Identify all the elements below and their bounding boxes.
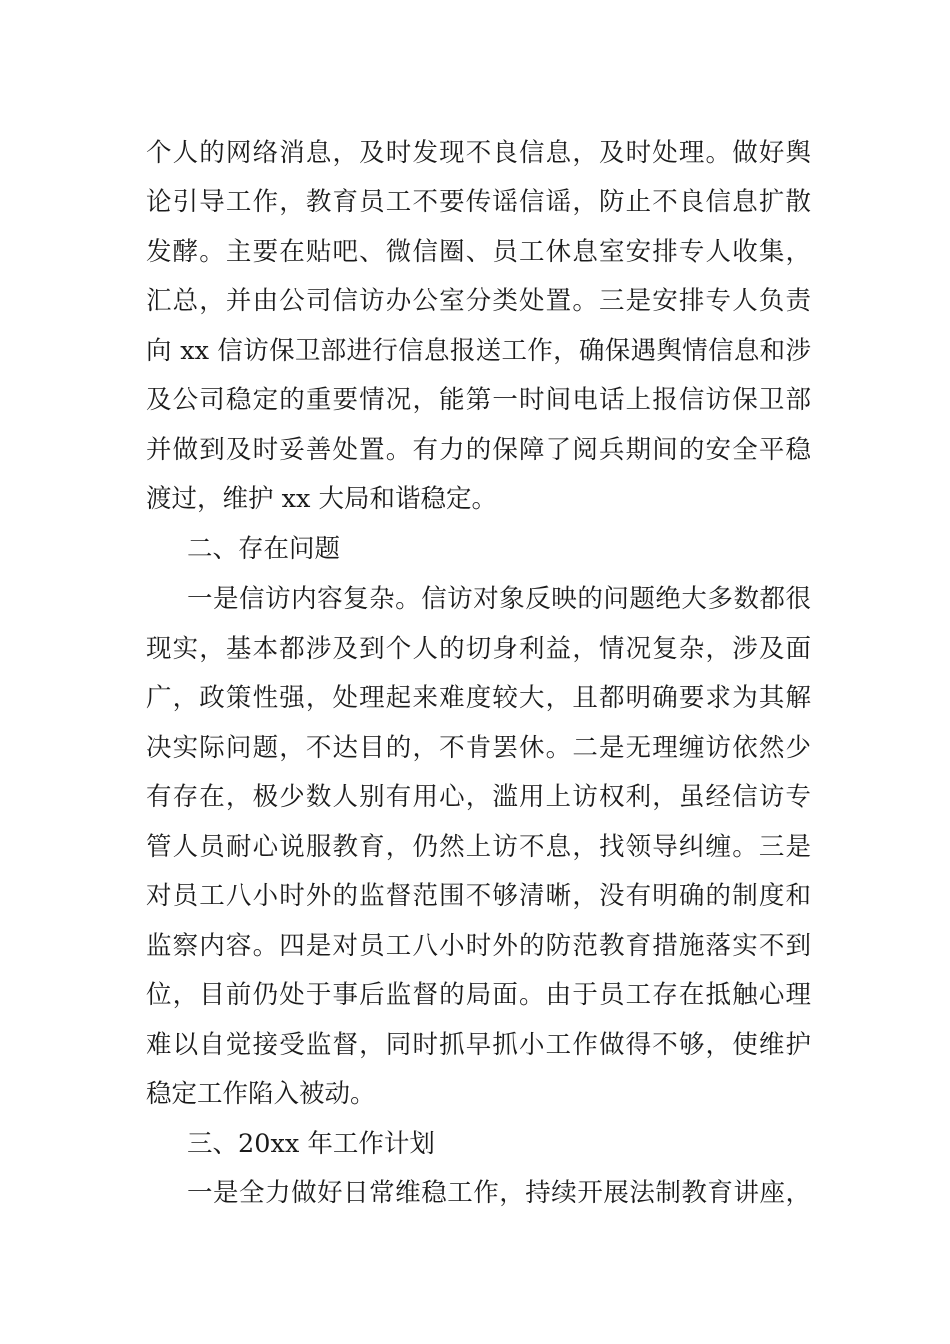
paragraph-line: 难以自觉接受监督，同时抓早抓小工作做得不够，使维护 xyxy=(146,1030,811,1060)
paragraph-line: 及公司稳定的重要情况，能第一时间电话上报信访保卫部 xyxy=(146,385,811,415)
paragraph-line: 管人员耐心说服教育，仍然上访不息，找领导纠缠。三是 xyxy=(146,832,811,862)
section-heading: 三、20xx 年工作计划 xyxy=(187,1129,435,1159)
paragraph-line: 个人的网络消息，及时发现不良信息，及时处理。做好舆 xyxy=(146,138,811,168)
paragraph-line: 汇总，并由公司信访办公室分类处置。三是安排专人负责 xyxy=(146,286,811,316)
paragraph-line: 位，目前仍处于事后监督的局面。由于员工存在抵触心理 xyxy=(146,980,811,1010)
paragraph-line: 监察内容。四是对员工八小时外的防范教育措施落实不到 xyxy=(146,931,811,961)
paragraph-line: 现实，基本都涉及到个人的切身利益，情况复杂，涉及面 xyxy=(146,634,811,664)
paragraph-line: 并做到及时妥善处置。有力的保障了阅兵期间的安全平稳 xyxy=(146,435,811,465)
paragraph-line: 决实际问题，不达目的，不肯罢休。二是无理缠访依然少 xyxy=(146,733,811,763)
section-heading: 二、存在问题 xyxy=(187,534,341,564)
paragraph-line: 向 xx 信访保卫部进行信息报送工作，确保遇舆情信息和涉 xyxy=(146,336,811,366)
paragraph-line: 有存在，极少数人别有用心，滥用上访权利，虽经信访专 xyxy=(146,782,811,812)
paragraph-line: 发酵。主要在贴吧、微信圈、员工休息室安排专人收集， xyxy=(146,237,811,267)
paragraph-line: 对员工八小时外的监督范围不够清晰，没有明确的制度和 xyxy=(146,881,811,911)
paragraph-line: 一是全力做好日常维稳工作，持续开展法制教育讲座， xyxy=(187,1178,811,1208)
paragraph-line: 广，政策性强，处理起来难度较大，且都明确要求为其解 xyxy=(146,683,811,713)
paragraph-line: 稳定工作陷入被动。 xyxy=(146,1079,376,1109)
paragraph-line: 论引导工作，教育员工不要传谣信谣，防止不良信息扩散 xyxy=(146,187,811,217)
paragraph-line: 渡过，维护 xx 大局和谐稳定。 xyxy=(146,484,497,514)
paragraph-line: 一是信访内容复杂。信访对象反映的问题绝大多数都很 xyxy=(187,584,811,614)
